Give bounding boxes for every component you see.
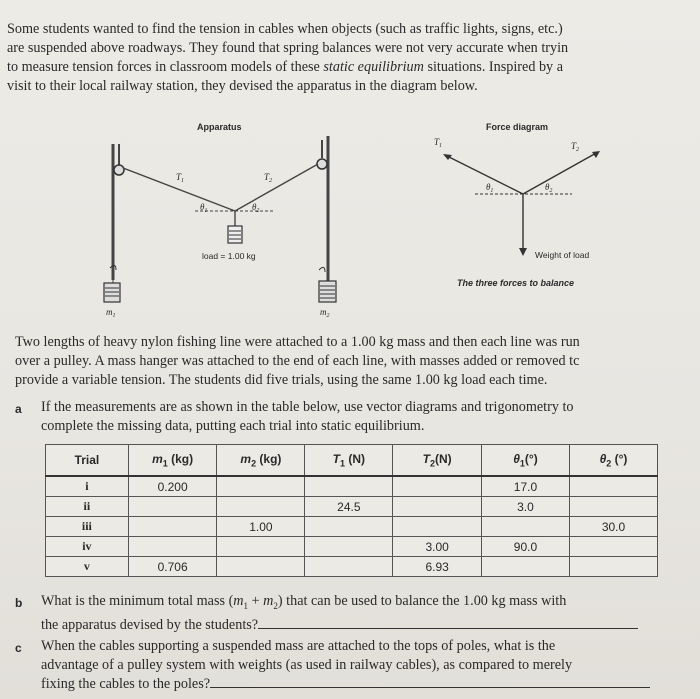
- table-row: [46, 557, 658, 577]
- apparatus-theta2-label: $\theta_2$: [252, 202, 260, 214]
- intro-line-3: [7, 58, 697, 77]
- cell-t1: [305, 517, 393, 537]
- cell-m2: [217, 557, 305, 577]
- question-b-line-2: the apparatus devised by the students?: [41, 616, 695, 635]
- header-t2: $T_2(N)$: [393, 445, 482, 477]
- question-a: [15, 398, 695, 436]
- intro-paragraph: [7, 20, 697, 96]
- answer-blank-b[interactable]: [258, 616, 638, 629]
- cell-t2: 6.93: [393, 557, 482, 577]
- question-b: [15, 592, 695, 635]
- left-pulley: [114, 165, 124, 175]
- m1-label: $m_1$: [106, 307, 116, 319]
- left-pole: [113, 144, 124, 280]
- cell-trial: iii: [46, 517, 129, 537]
- method-line-2: over a pulley. A mass hanger was attached to the end of each line, with masses added or removed tc: [15, 353, 580, 369]
- apparatus-t1-label: $T_1$: [176, 172, 185, 184]
- apparatus-label: Apparatus: [197, 122, 242, 132]
- force-theta1-label: $\theta_1$: [486, 182, 494, 194]
- apparatus-figure: [0, 118, 700, 328]
- intro-emphasis: static equilibrium: [323, 59, 424, 75]
- intro-line-4: visit to their local railway station, they devised the apparatus in the diagram below.: [7, 78, 478, 94]
- cell-m1: [128, 537, 217, 557]
- question-b-letter: b: [15, 596, 23, 610]
- intro-line-1: Some students wanted to find the tension in cables when objects (such as traffic lights, signs, etc.): [7, 21, 563, 37]
- answer-blank-c[interactable]: [210, 675, 650, 688]
- force-t2-label: $T_2$: [571, 141, 580, 153]
- method-line-1: Two lengths of heavy nylon fishing line were attached to a 1.00 kg mass and then each line was run: [15, 334, 580, 350]
- cell-theta2: [569, 497, 657, 517]
- cell-t2: [393, 476, 482, 497]
- table-header-row: [46, 445, 658, 477]
- cell-m1: [128, 497, 217, 517]
- cell-trial: v: [46, 557, 129, 577]
- cell-t1: [305, 476, 393, 497]
- force-caption: The three forces to balance: [457, 278, 575, 288]
- question-c-line-2: advantage of a pulley system with weights (as used in railway cables), as compared to merely: [41, 657, 573, 673]
- force-t1-label: $T_1$: [434, 137, 443, 149]
- question-a-letter: a: [15, 402, 22, 416]
- right-pulley: [317, 159, 327, 169]
- method-paragraph: [15, 333, 695, 390]
- cell-theta1: [481, 517, 569, 537]
- header-theta1: $\theta_1(^\circ)$: [481, 445, 569, 477]
- cell-theta1: 17.0: [481, 476, 569, 497]
- m2-label: $m_2$: [320, 307, 330, 319]
- cell-theta2: [569, 557, 657, 577]
- cell-theta2: [569, 476, 657, 497]
- question-a-line-2: complete the missing data, putting each trial into static equilibrium.: [41, 418, 425, 434]
- table-row: [46, 537, 658, 557]
- force-diagram-label: Force diagram: [486, 122, 549, 132]
- question-b-line-1: What is the minimum total mass $(m_1 + m_2)$ that can be used to balance the 1.00 kg mass with: [41, 593, 567, 611]
- mass-hanger-right: [319, 281, 336, 302]
- question-c: [15, 637, 695, 694]
- cell-m1: 0.706: [128, 557, 217, 577]
- cell-m2: [217, 537, 305, 557]
- question-c-line-1: When the cables supporting a suspended mass are attached to the tops of poles, what is the: [41, 638, 556, 654]
- apparatus-theta1-label: $\theta_1$: [200, 202, 208, 214]
- cell-m2: [217, 476, 305, 497]
- table-row: [46, 497, 658, 517]
- question-c-letter: c: [15, 641, 22, 655]
- cell-m1: 0.200: [128, 476, 217, 497]
- load-label: load = 1.00 kg: [202, 251, 256, 261]
- cell-trial: ii: [46, 497, 129, 517]
- table-row: [46, 517, 658, 537]
- cell-t2: 3.00: [393, 537, 482, 557]
- cell-theta2: 30.0: [569, 517, 657, 537]
- cell-t1: [305, 557, 393, 577]
- header-m2: $m_2$ (kg): [217, 445, 305, 477]
- cell-theta1: 90.0: [481, 537, 569, 557]
- table-row: [46, 476, 658, 497]
- data-table: [45, 444, 658, 577]
- intro-line-2: are suspended above roadways. They found that spring balances were not very accurate when tryin: [7, 40, 569, 56]
- question-a-line-1: If the measurements are as shown in the table below, use vector diagrams and trigonometry to: [41, 399, 574, 415]
- method-line-3: provide a variable tension. The students did five trials, using the same 1.00 kg load each time.: [15, 372, 548, 388]
- cell-t2: [393, 517, 482, 537]
- header-theta2: $\theta_2$ (°): [569, 445, 657, 477]
- header-trial: Trial: [46, 445, 129, 477]
- apparatus-t2-label: $T_2$: [264, 172, 273, 184]
- cell-trial: iv: [46, 537, 129, 557]
- cell-theta1: [481, 557, 569, 577]
- cell-trial: i: [46, 476, 129, 497]
- cell-t1: 24.5: [305, 497, 393, 517]
- weight-label: Weight of load: [535, 250, 590, 260]
- cell-t1: [305, 537, 393, 557]
- intro-line-3b: situations. Inspired by a: [423, 59, 563, 75]
- cell-t2: [393, 497, 482, 517]
- cell-theta1: 3.0: [481, 497, 569, 517]
- cell-m1: [128, 517, 217, 537]
- cell-m2: 1.00: [217, 517, 305, 537]
- force-theta2-label: $\theta_2$: [545, 182, 553, 194]
- right-pole: [317, 136, 328, 288]
- header-t1: $T_1$ (N): [305, 445, 393, 477]
- question-c-line-3: fixing the cables to the poles?: [41, 675, 695, 694]
- header-m1: $m_1$ (kg): [128, 445, 217, 477]
- cell-theta2: [569, 537, 657, 557]
- force-diagram: [434, 137, 600, 288]
- cell-m2: [217, 497, 305, 517]
- intro-line-3a: to measure tension forces in classroom models of these: [7, 59, 324, 75]
